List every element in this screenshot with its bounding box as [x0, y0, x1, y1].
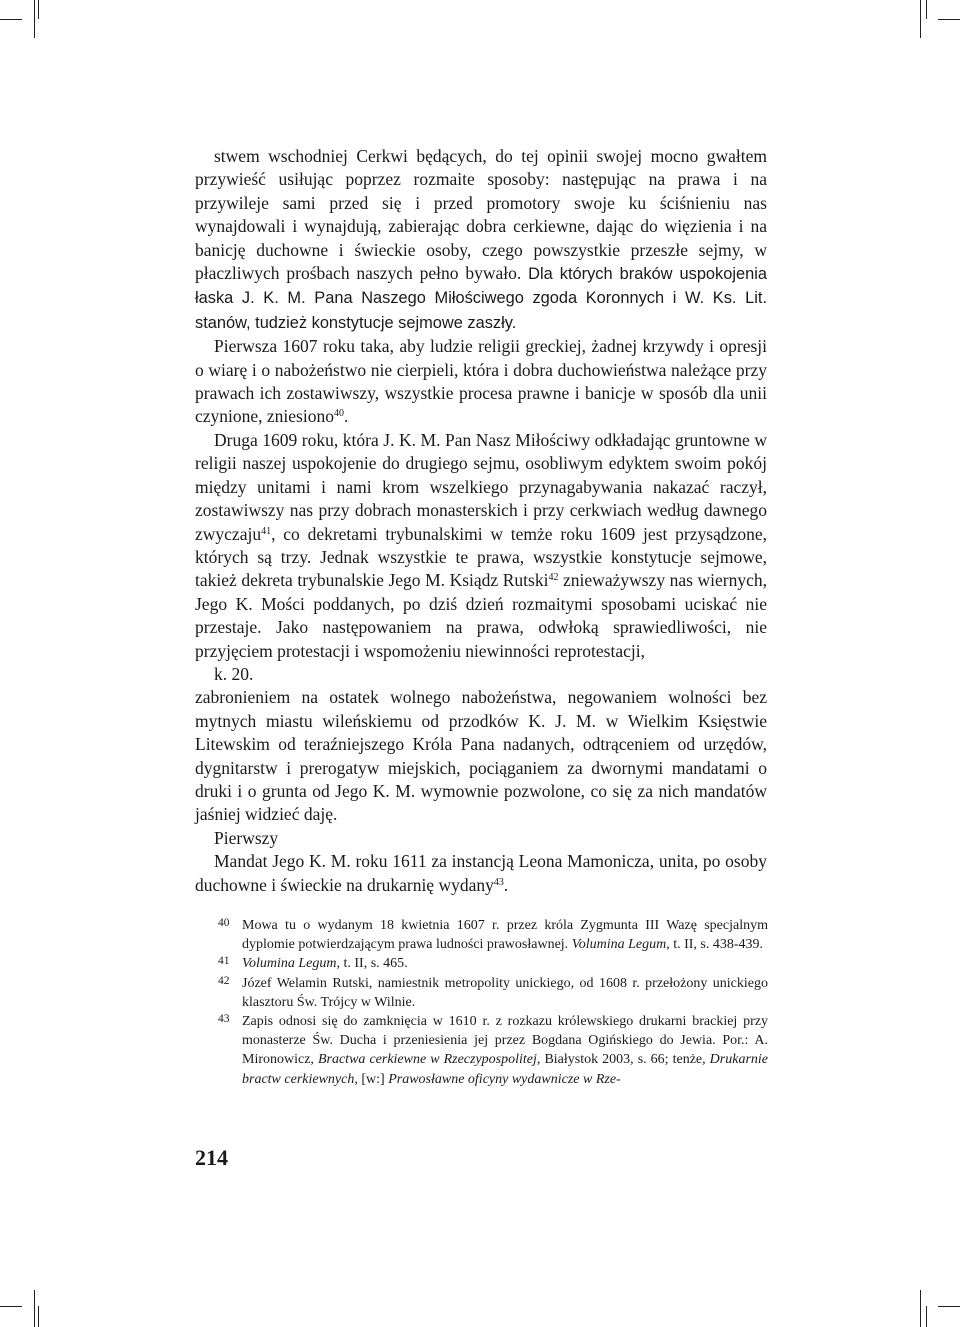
italic-title: Drukarnie bractw cerkiewnych — [242, 1052, 768, 1087]
text-run: . — [343, 406, 349, 427]
footnote-reference: 41 — [261, 525, 272, 537]
crop-mark — [920, 0, 921, 38]
text-run: Mowa tu o wydanym 18 kwietnia 1607 r. przez króla Zygmunta III Wazę specjalnym dyplomie potwierdzającym prawa ludności prawosławnej. — [242, 918, 768, 953]
footnotes — [218, 916, 768, 1089]
crop-mark — [920, 1290, 921, 1327]
paragraph — [195, 827, 767, 850]
crop-mark — [38, 0, 39, 19]
text-run: Pierwszy — [214, 827, 279, 848]
text-run: , Białystok 2003, s. 66; tenże, — [536, 1052, 710, 1068]
crop-mark — [0, 1306, 22, 1307]
paragraph — [195, 429, 767, 663]
text-run: Zapis odnosi się do zamknięcia w 1610 r. z rozkazu królewskiego drukarni brackiej przy monasterze Św. Ducha i przeniesienia jej przez Bogdana Ogińskiego do Jewia. Por.: A. Mironowicz, — [242, 1014, 768, 1068]
footnote — [218, 974, 768, 1012]
italic-title: Volumina Legum — [242, 956, 337, 972]
text-run: Pierwsza 1607 roku taka, aby ludzie religii greckiej, żadnej krzywdy i opresji o wiarę i o nabożeństwo nie cierpieli, która i dobra duchowieństwa należące przy prawach ich zostawiwszy, wszystkie procesa prawne i banicje w sposób dla unii czynione, zniesiono — [195, 336, 767, 427]
footnote-number: 42 — [218, 974, 230, 987]
footnote — [218, 1012, 768, 1089]
text-run: zabronieniem na ostatek wolnego nabożeństwa, negowaniem wolności bez mytnych miastu wileńskiemu od przodków K. J. M. w Wielkim Księstwie Litewskim od teraźniejszego Króla Pana nadanych, odtrąceniem od urzędów, dygnitarstw i prerogatyw miejskich, pociąganiem za dwornymi mandatami o druki i o grunta od Jego K. M. wymownie pozwolone, co się za nich mandatów jaśniej widzieć daję. — [195, 687, 767, 825]
paragraph — [195, 145, 767, 335]
sans-text-run: Dla których braków uspokojenia łaska J. K. M. Pana Naszego Miłościwego zgoda Koronnych i W. Ks. Lit. stanów, tudzież konstytucje sejmowe zaszły. — [195, 265, 767, 332]
crop-mark — [938, 1306, 960, 1307]
crop-mark — [38, 1306, 39, 1327]
crop-mark — [938, 19, 960, 20]
italic-title: Volumina Legum — [571, 937, 667, 953]
text-run: . — [503, 874, 509, 895]
paragraph — [195, 335, 767, 429]
paragraph — [195, 663, 767, 686]
crop-mark — [34, 1290, 35, 1327]
paragraph — [195, 686, 767, 826]
crop-mark — [926, 1306, 927, 1327]
text-run: , co dekretami trybunalskimi w temże roku 1609 jest przysądzone, których są trzy. Jednak wszystkie te prawa, wszystkie konstytucje sejmowe, takież dekreta trybunalskie Jego M. Ksiądz Rutski — [195, 523, 767, 591]
footnote-reference: 43 — [493, 876, 504, 888]
text-run: stwem wschodniej Cerkwi będących, do tej opinii swojej mocno gwałtem przywieść usiłując poprzez rozmaite sposoby: następując na prawa i na przywileje sami przed się i przed promotory swoje ku ściśnieniu nas wynajdowali i wynajdują, zabierając dobra cerkiewne, dając do więzienia i na banicję duchowne i świeckie osoby, czego powszystkie przeszłe sejmy, w płaczliwych prośbach naszych pełno bywało. — [195, 146, 767, 284]
footnote-number: 41 — [218, 955, 230, 968]
text-run: k. 20. — [214, 663, 254, 684]
footnote-number: 40 — [218, 917, 230, 929]
crop-mark — [0, 19, 22, 20]
text-run: , t. II, s. 465. — [336, 956, 408, 972]
text-run: Józef Welamin Rutski, namiestnik metropolity unickiego, od 1608 r. przełożony unickiego klasztoru Św. Trójcy w Wilnie. — [242, 975, 768, 1010]
page-number: 214 — [195, 1145, 228, 1170]
paragraph — [195, 850, 767, 897]
text-run: Druga 1609 roku, która J. K. M. Pan Nasz Miłościwy odkładając gruntowne w religii naszej uspokojenie do drugiego sejmu, osobliwym edyktem swoim pokój między unitami i nami krom wszelkiego przynagabywania nakazać raczył, zostawiwszy nas przy dobrach monasterskich i przy cerkwiach według dawnego zwyczaju — [195, 429, 767, 544]
text-run: zniеważywszy nas wiernych, Jego K. Mości poddanych, po dziś dzień rozmaitymi sposobami uciskać nie przestaje. Jako następowaniem na prawa, odwłoką sprawiedliwości, nie przyjęciem protestacji i wspomożeniu niewinności reprotestacji, — [195, 570, 768, 661]
footnote — [218, 916, 768, 954]
text-run: , t. II, s. 438-439. — [666, 937, 764, 953]
footnote — [218, 954, 768, 973]
footnote-reference: 42 — [548, 572, 559, 584]
crop-mark — [926, 0, 927, 19]
italic-title: Prawosławne oficyny wydawnicze w Rze- — [388, 1071, 621, 1087]
footnote-reference: 40 — [333, 408, 344, 420]
footnote-number: 43 — [218, 1013, 230, 1026]
text-run: , [w:] — [354, 1071, 389, 1087]
italic-title: Bractwa cerkiewne w Rzeczypospolitej — [317, 1052, 537, 1068]
crop-mark — [34, 0, 35, 38]
text-run: Mandat Jego K. M. roku 1611 za instancją Leona Mamonicza, unita, po osoby duchowne i świeckie na drukarnię wydany — [195, 851, 767, 895]
body-text — [195, 145, 767, 897]
